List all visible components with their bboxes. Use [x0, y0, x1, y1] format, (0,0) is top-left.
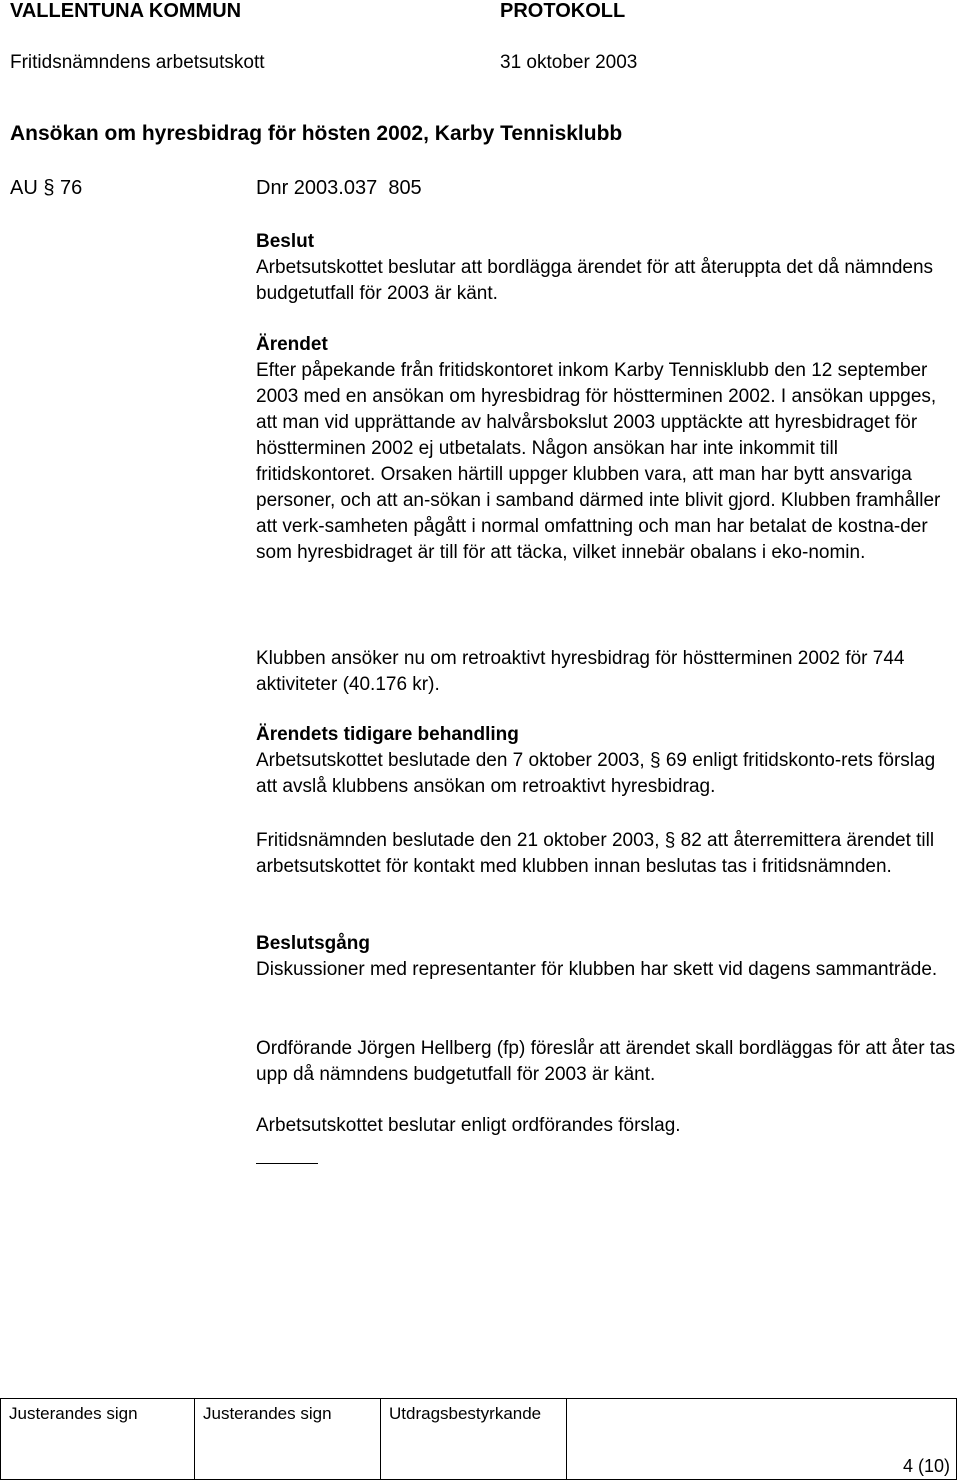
beslutsgang-paragraph-1: Diskussioner med representanter för klubben har skett vid dagens sammanträde.: [256, 959, 938, 980]
section-symbol: §: [664, 830, 676, 851]
arendet-paragraph-2: Klubben ansöker nu om retroaktivt hyresbidrag för höstterminen 2002 för 744 aktiviteter (40.176 kr).: [256, 648, 905, 695]
arendet-paragraph-2-block: [256, 646, 956, 698]
extract-cell: Utdragsbestyrkande: [381, 1399, 567, 1480]
beslutsgang-heading: Beslutsgång: [256, 933, 371, 954]
page-cell: [567, 1399, 957, 1480]
tidigare-heading: Ärendets tidigare behandling: [256, 724, 519, 745]
beslutsgang-paragraph-2: Ordförande Jörgen Hellberg (fp) föreslår att ärendet skall bordläggas för att åter tas upp då nämndens budgetutfall för 2003 är känt.: [256, 1038, 956, 1085]
page-number: 4 (10): [902, 1456, 950, 1476]
beslut-text: Arbetsutskottet beslutar att bordlägga ärendet för att återuppta det då nämndens budgetutfall för 2003 är känt.: [256, 257, 934, 304]
arendet-section: [256, 332, 956, 566]
beslutsgang-section: [256, 931, 956, 983]
beslutsgang-paragraph-2-block: [256, 1036, 956, 1088]
au-label: AU: [10, 177, 38, 199]
tidigare-behandling-section: [256, 722, 956, 800]
signature-table: [0, 1398, 957, 1480]
section-symbol: §: [43, 177, 55, 199]
meeting-date: 31 oktober 2003: [500, 52, 638, 73]
beslutsgang-paragraph-3: Arbetsutskottet beslutar enligt ordförandes förslag.: [256, 1115, 681, 1136]
signature-cell-1: Justerandes sign: [1, 1399, 195, 1480]
tidigare-paragraph-2: Fritidsnämnden beslutade den 21 oktober 2003, § 82 att återremittera ärendet till arbetsutskottet för kontakt med klubben innan beslutas tas i fritidsnämnden.: [256, 830, 935, 877]
committee-name: Fritidsnämndens arbetsutskott: [10, 52, 265, 73]
tidigare-paragraph-1: Arbetsutskottet beslutade den 7 oktober 2003, § 69 enligt fritidskonto-rets förslag att avslå klubbens ansökan om retroaktivt hyresbidrag.: [256, 750, 936, 797]
arendet-heading: Ärendet: [256, 334, 328, 355]
au-reference: [10, 177, 82, 200]
section-symbol: §: [650, 750, 661, 771]
tidigare-paragraph-2-block: [256, 828, 956, 880]
beslutsgang-paragraph-3-block: [256, 1113, 956, 1139]
organization-name: VALLENTUNA KOMMUN: [10, 0, 242, 22]
end-rule: [256, 1163, 318, 1164]
au-number: 76: [60, 177, 83, 199]
dnr-reference: Dnr 2003.037 805: [256, 177, 422, 199]
arendet-paragraph-1: Efter påpekande från fritidskontoret inkom Karby Tennisklubb den 12 september 2003 med en ansökan om hyresbidrag för höstterminen 2002. I ansökan uppges, att man vid upprättande av halvårsbokslut 2003 upptäckte att hyresbidraget för höstterminen 2002 ej utbetalats. Någon ansökan har inte inkommit till fritidskontoret. Orsaken härtill uppger klubben vara, att man har bytt ansvariga personer, och att an-sökan i samband därmed inte blivit gjord. Klubben framhåller att verk-samheten pågått i normal omfattning och man har betalat de kostna-der som hyresbidraget är till för att täcka, vilket innebär obalans i eko-nomin.: [256, 360, 941, 563]
matter-title: Ansökan om hyresbidrag för hösten 2002, Karby Tennisklubb: [10, 122, 623, 145]
beslut-section: [256, 229, 956, 307]
beslut-heading: Beslut: [256, 231, 315, 252]
signature-cell-2: Justerandes sign: [195, 1399, 381, 1480]
document-type: PROTOKOLL: [500, 0, 626, 22]
